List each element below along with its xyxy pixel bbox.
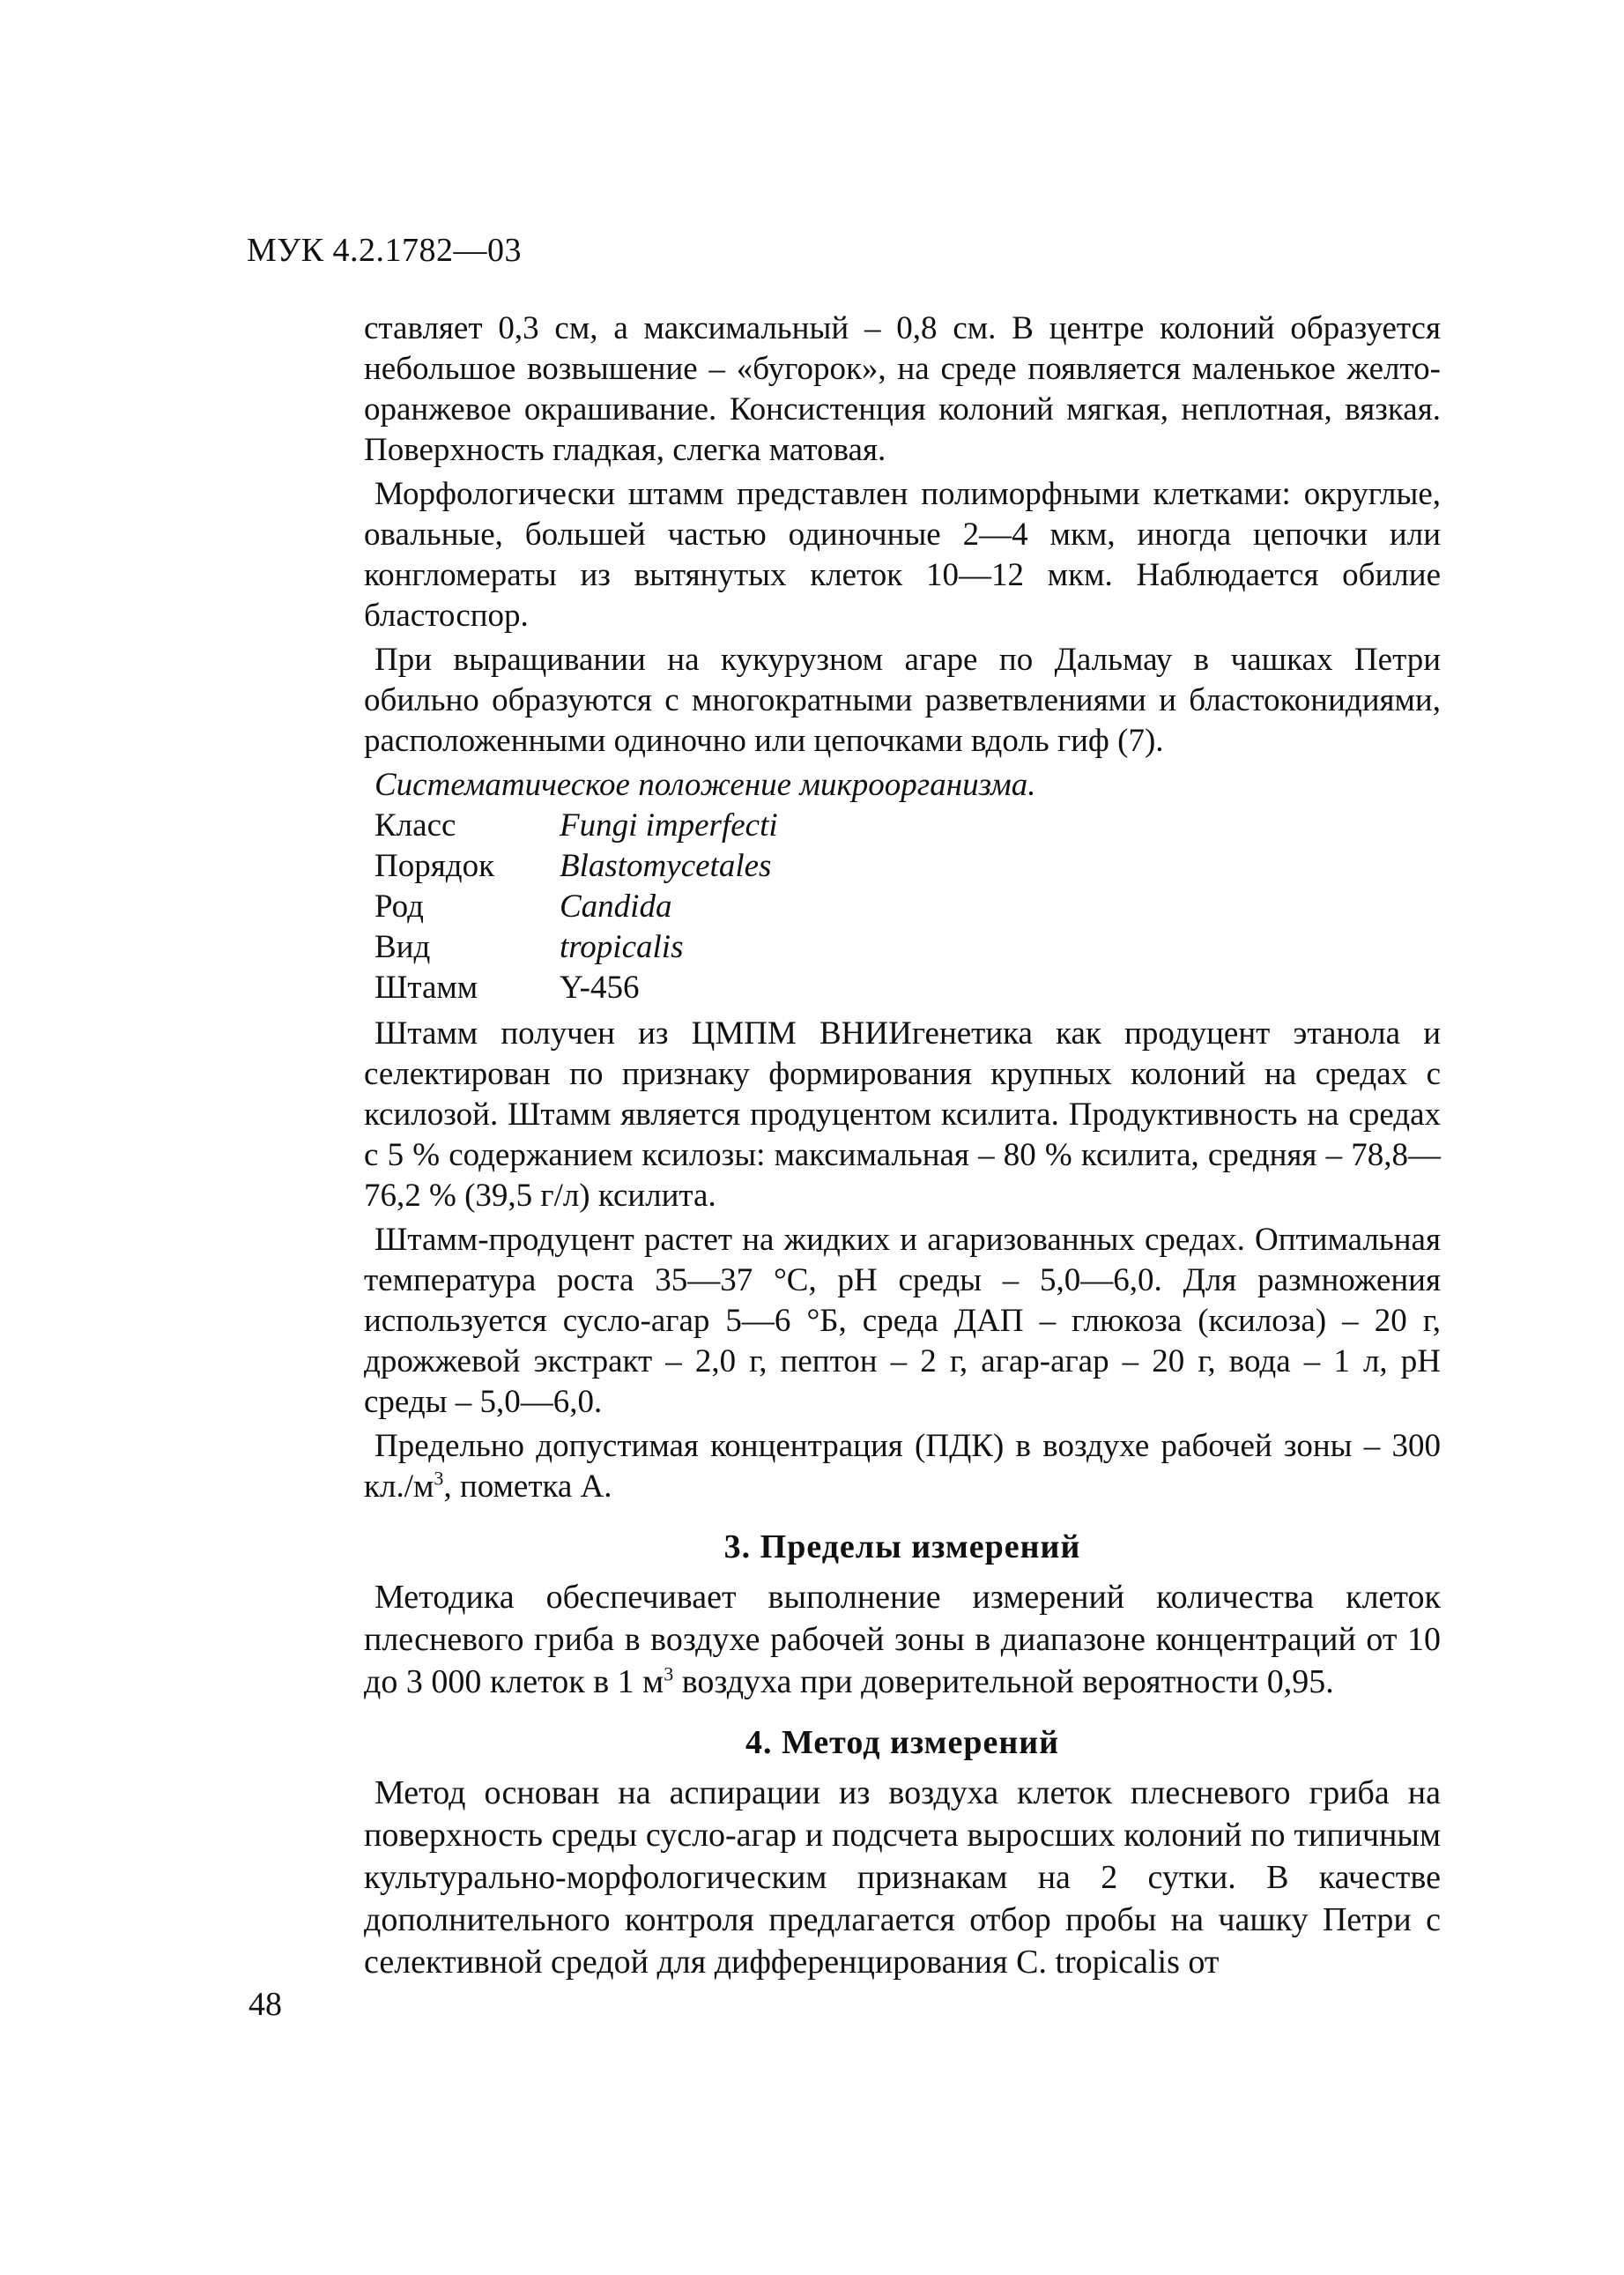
taxonomy-rank: Штамм — [374, 970, 478, 1006]
document-code: МУК 4.2.1782—03 — [247, 232, 523, 269]
section-3-superscript: 3 — [664, 1662, 674, 1685]
section-3-text-main: Методика обеспечивает выполнение измерений количества клеток плесневого гриба в воздухе рабочей зоны в диапазоне концентраций от 10 до 3 000 клеток в 1 м — [364, 1579, 1441, 1700]
taxonomy-row — [374, 846, 778, 887]
taxonomy-value: Fungi imperfecti — [560, 807, 778, 844]
taxonomy-row — [374, 887, 778, 927]
taxonomy-row — [374, 806, 778, 846]
taxonomy-value: Blastomycetales — [560, 848, 772, 884]
mac-limit-tail: , пометка А. — [443, 1468, 612, 1505]
paragraph-growth-conditions: Штамм-продуцент растет на жидких и агаризованных средах. Оптимальная температура роста 35—37 °С, рН среды – 5,0—6,0. Для размножения используется сусло-агар 5—6 °Б, среда ДАП – глюкоза (ксилоза) – 20 г, дрожжевой экстракт – 2,0 г, пептон – 2 г, агар-агар – 20 г, вода – 1 л, рН среды – 5,0—6,0. — [364, 1222, 1441, 1420]
paragraph-strain-origin: Штамм получен из ЦМПМ ВНИИгенетика как продуцент этанола и селектирован по признаку формирования крупных колоний на средах с ксилозой. Штамм является продуцентом ксилита. Продуктивность на средах с 5 % содержанием ксилозы: максимальная – 80 % ксилита, средняя – 78,8—76,2 % (39,5 г/л) ксилита. — [364, 1015, 1441, 1214]
taxonomy-table — [374, 806, 778, 1008]
taxonomy-rank: Порядок — [374, 848, 495, 884]
taxonomy-value: Candida — [560, 888, 672, 925]
section-3-heading: 3. Пределы измерений — [723, 1528, 1081, 1565]
paragraph-mac-limit — [364, 1426, 1441, 1507]
taxonomy-row — [374, 927, 778, 968]
page-content — [364, 309, 1441, 1987]
section-4-heading: 4. Метод измерений — [745, 1724, 1060, 1761]
paragraph-colony-description: ставляет 0,3 см, а максимальный – 0,8 см. В центре колоний образуется небольшое возвышение – «бугорок», на среде появляется маленькое желто-оранжевое окрашивание. Консистенция колоний мягкая, неплотная, вязкая. Поверхность гладкая, слегка матовая. — [364, 310, 1441, 468]
section-4-text: Метод основан на аспирации из воздуха клеток плесневого гриба на поверхность среды сусло-агар и подсчета выросших колоний по типичным культурально-морфологическим признакам на 2 сутки. В качестве дополнительного контроля предлагается отбор пробы на чашку Петри с селективной средой для дифференцирования С. tropicalis от — [364, 1774, 1441, 1981]
taxonomy-value: tropicalis — [560, 929, 684, 965]
section-3-text-tail: воздуха при доверительной вероятности 0,95. — [673, 1663, 1334, 1700]
section-3-text — [364, 1576, 1441, 1703]
taxonomy-rank: Род — [374, 888, 424, 925]
paragraph-cultivation: При выращивании на кукурузном агаре по Дальмау в чашках Петри обильно образуются с многократными разветвлениями и бластоконидиями, расположенными одиночно или цепочками вдоль гиф (7). — [364, 642, 1441, 759]
paragraph-morphology: Морфологически штамм представлен полиморфными клетками: округлые, овальные, большей частью одиночные 2—4 мкм, иногда цепочки или конгломераты из вытянутых клеток 10—12 мкм. Наблюдается обилие бластоспор. — [364, 476, 1441, 634]
taxonomy-row — [374, 968, 778, 1008]
taxonomy-rank: Вид — [374, 929, 431, 965]
systematic-position-title: Систематическое положение микроорганизма. — [374, 767, 1036, 803]
taxonomy-value: Y-456 — [560, 970, 640, 1006]
taxonomy-rank: Класс — [374, 807, 456, 844]
mac-limit-text: Предельно допустимая концентрация (ПДК) в воздухе рабочей зоны – 300 кл./м — [364, 1428, 1441, 1505]
page-number: 48 — [248, 1986, 282, 2023]
mac-limit-superscript: 3 — [434, 1467, 444, 1490]
